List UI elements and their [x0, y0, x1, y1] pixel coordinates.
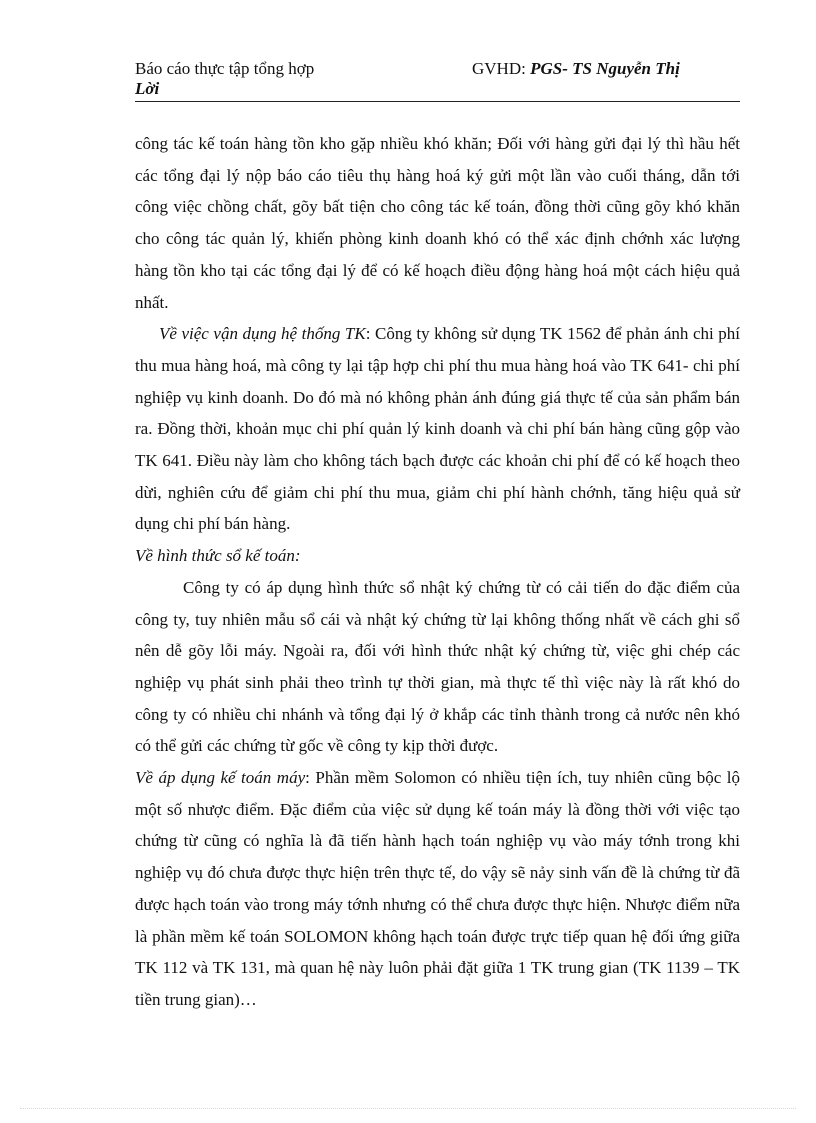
paragraph-inventory: công tác kế toán hàng tồn kho gặp nhiều khó khăn; Đối với hàng gửi đại lý thì hầu hết các tổng đại lý nộp báo cáo tiêu thụ hàng hoá ký gửi một lần vào cuối tháng, dẫn tới công việc chồng chất, gõy bất tiện cho công tác kế toán, đồng thời cũng gõy khó khăn cho công tác quản lý, khiến phòng kinh doanh khó có thể xác định chớnh xác lượng hàng tồn kho tại các tổng đại lý để có kế hoạch điều động hàng hoá một cách hiệu quả nhất.: [135, 134, 740, 312]
advisor-prefix: GVHD:: [472, 59, 526, 78]
paragraph-software-text: : Phần mềm Solomon có nhiều tiện ích, tuy nhiên cũng bộc lộ một số nhược điểm. Đặc điểm của việc sử dụng kế toán máy là đồng thời với việc tạo chứng từ cũng có nghĩa là đã tiến hành hạch toán nghiệp vụ vào máy tớnh trong khi nghiệp vụ đó chưa được thực hiện trên thực tế, do vậy sẽ nảy sinh vấn đề là chứng từ đã được hạch toán vào trong máy tớnh nhưng có thể chưa được thực hiện. Nhược điểm nữa là phần mềm kế toán SOLOMON không hạch toán được trực tiếp quan hệ đối ứng giữa TK 112 và TK 131, mà quan hệ này luôn phải đặt giữa 1 TK trung gian (TK 1139 – TK tiền trung gian)…: [135, 768, 740, 1009]
report-title: Báo cáo thực tập tổng hợp: [135, 59, 315, 78]
footer-divider: [20, 1108, 796, 1109]
section-heading-books: Về hình thức sổ kế toán:: [135, 546, 301, 566]
document-body: [135, 128, 740, 1016]
paragraph-software: [135, 762, 740, 1016]
advisor-label: [472, 59, 680, 79]
paragraph-accounts: [135, 318, 740, 540]
page-header: [135, 57, 740, 102]
section-heading-software: Về áp dụng kế toán máy: [135, 768, 306, 788]
paragraph-books: Công ty có áp dụng hình thức sổ nhật ký chứng từ có cải tiến do đặc điểm của công ty, tuy nhiên mẫu sổ cái và nhật ký chứng từ lại không thống nhất về cách ghi sổ nên dễ gõy lỗi máy. Ngoài ra, đối với hình thức nhật ký chứng từ, việc ghi chép các nghiệp vụ phát sinh phải theo trình tự thời gian, mà thực tế thì việc này là rất khó do công ty có nhiều chi nhánh và tổng đại lý ở khắp các tỉnh thành trong cả nước nên khó có thể gửi các chứng từ gốc về công ty kịp thời được.: [135, 577, 740, 756]
section-heading-accounts: Về việc vận dụng hệ thống TK: [159, 324, 366, 344]
advisor-name: PGS- TS Nguyễn Thị: [530, 59, 680, 78]
header-subtitle: Lời: [135, 79, 160, 98]
paragraph-accounts-text: : Công ty không sử dụng TK 1562 để phản ánh chi phí thu mua hàng hoá, mà công ty lại tập hợp chi phí thu mua hàng hoá vào TK 641- chi phí nghiệp vụ kinh doanh. Do đó mà nó không phản ánh đúng giá thực tế của sản phẩm bán ra. Đồng thời, khoản mục chi phí quản lý kinh doanh và chi phí bán hàng cũng gộp vào TK 641. Điều này làm cho không tách bạch được các khoản chi phí để có kế hoạch theo dừi, nghiên cứu để giảm chi phí thu mua, giảm chi phí hành chớnh, tăng hiệu quả sử dụng chi phí bán hàng.: [135, 324, 740, 534]
